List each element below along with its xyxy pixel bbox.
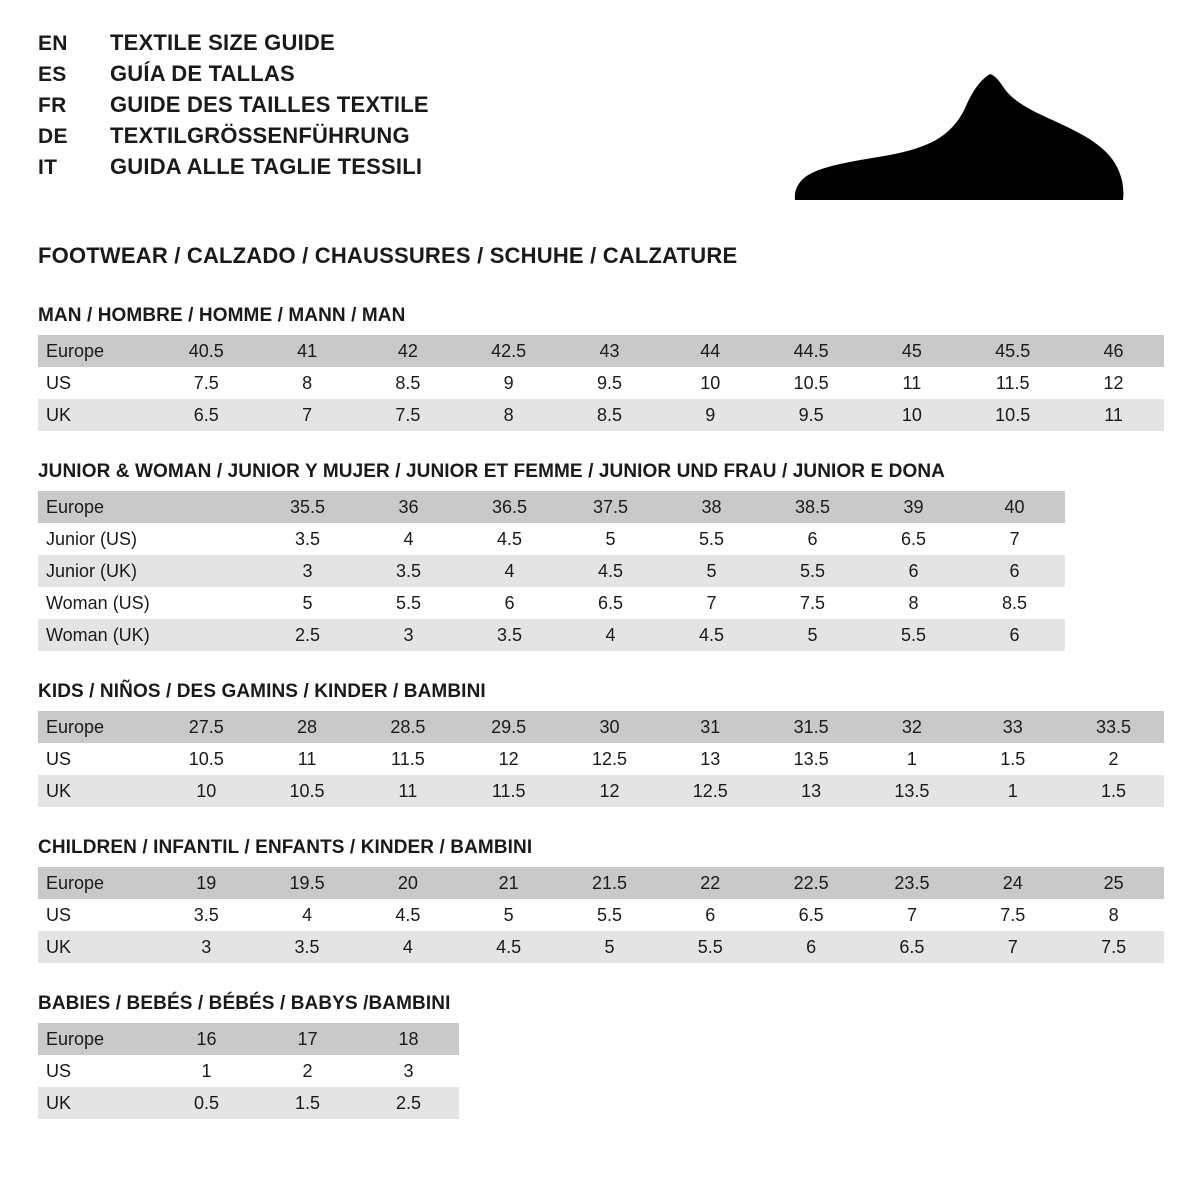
size-cell: 33 — [962, 711, 1063, 743]
size-cell: 19.5 — [257, 867, 358, 899]
size-cell: 10.5 — [257, 775, 358, 807]
footwear-subtitle: FOOTWEAR / CALZADO / CHAUSSURES / SCHUHE / CALZATURE — [38, 243, 738, 268]
row-label: Junior (UK) — [38, 555, 156, 587]
size-cell: 11 — [357, 775, 458, 807]
table-row — [38, 399, 1164, 431]
size-cell: 3.5 — [257, 523, 358, 555]
size-cell: 31 — [660, 711, 761, 743]
size-cell — [156, 555, 257, 587]
size-section — [38, 837, 1164, 963]
size-cell: 13 — [761, 775, 862, 807]
section-title: CHILDREN / INFANTIL / ENFANTS / KINDER / BAMBINI — [38, 837, 533, 858]
size-cell: 3 — [358, 619, 459, 651]
size-table — [38, 335, 1164, 431]
size-cell — [156, 523, 257, 555]
table-row — [38, 931, 1164, 963]
size-cell: 21.5 — [559, 867, 660, 899]
language-row — [38, 92, 429, 118]
size-table — [38, 867, 1164, 963]
size-cell: 46 — [1063, 335, 1164, 367]
row-label: Europe — [38, 335, 156, 367]
size-cell: 10 — [660, 367, 761, 399]
size-cell: 8 — [458, 399, 559, 431]
size-cell: 7 — [661, 587, 762, 619]
size-cell: 2 — [257, 1055, 358, 1087]
size-cell: 4 — [459, 555, 560, 587]
size-cell: 27.5 — [156, 711, 257, 743]
size-cell: 19 — [156, 867, 257, 899]
size-cell: 22.5 — [761, 867, 862, 899]
row-label: US — [38, 743, 156, 775]
table-row — [38, 743, 1164, 775]
size-cell: 7.5 — [156, 367, 257, 399]
section-title: BABIES / BEBÉS / BÉBÉS / BABYS /BAMBINI — [38, 993, 451, 1014]
size-cell: 28 — [257, 711, 358, 743]
row-label: Europe — [38, 1023, 156, 1055]
table-row — [38, 491, 1065, 523]
size-cell: 21 — [458, 867, 559, 899]
size-cell: 6 — [964, 619, 1065, 651]
size-cell: 3 — [156, 931, 257, 963]
size-cell: 9 — [458, 367, 559, 399]
size-cell: 41 — [257, 335, 358, 367]
language-row — [38, 30, 429, 56]
size-cell: 2 — [1063, 743, 1164, 775]
size-cell: 5 — [661, 555, 762, 587]
size-table — [38, 491, 1065, 651]
section-title: JUNIOR & WOMAN / JUNIOR Y MUJER / JUNIOR ET FEMME / JUNIOR UND FRAU / JUNIOR E DONA — [38, 461, 946, 482]
size-cell: 16 — [156, 1023, 257, 1055]
language-row — [38, 154, 429, 180]
row-label: US — [38, 899, 156, 931]
size-cell: 6.5 — [761, 899, 862, 931]
size-cell: 29.5 — [458, 711, 559, 743]
size-cell: 10.5 — [761, 367, 862, 399]
size-cell: 4.5 — [458, 931, 559, 963]
size-cell: 7.5 — [962, 899, 1063, 931]
size-cell: 13.5 — [761, 743, 862, 775]
size-cell: 11.5 — [962, 367, 1063, 399]
size-cell: 6 — [863, 555, 964, 587]
size-cell: 4 — [358, 523, 459, 555]
size-cell: 11 — [862, 367, 963, 399]
size-cell: 0.5 — [156, 1087, 257, 1119]
size-cell: 4 — [357, 931, 458, 963]
row-label: Europe — [38, 491, 156, 523]
size-cell: 1.5 — [257, 1087, 358, 1119]
size-cell: 8.5 — [964, 587, 1065, 619]
dress-shoe-icon — [794, 66, 1124, 211]
size-cell: 1 — [862, 743, 963, 775]
language-title: TEXTILGRÖSSENFÜHRUNG — [110, 123, 410, 148]
size-cell: 12 — [559, 775, 660, 807]
table-row — [38, 523, 1065, 555]
table-row — [38, 619, 1065, 651]
table-row — [38, 555, 1065, 587]
size-cell: 38.5 — [762, 491, 863, 523]
row-label: UK — [38, 931, 156, 963]
size-cell: 44 — [660, 335, 761, 367]
size-cell: 7.5 — [357, 399, 458, 431]
language-code: IT — [38, 156, 58, 179]
size-cell: 3.5 — [257, 931, 358, 963]
size-cell: 7 — [257, 399, 358, 431]
size-cell: 10 — [862, 399, 963, 431]
size-cell: 31.5 — [761, 711, 862, 743]
size-cell: 5.5 — [358, 587, 459, 619]
size-cell: 4.5 — [357, 899, 458, 931]
size-cell: 4.5 — [661, 619, 762, 651]
size-cell: 1 — [156, 1055, 257, 1087]
size-cell: 6 — [761, 931, 862, 963]
size-table — [38, 711, 1164, 807]
row-label: Woman (UK) — [38, 619, 156, 651]
size-cell: 6 — [762, 523, 863, 555]
size-cell: 11.5 — [357, 743, 458, 775]
size-cell: 7 — [962, 931, 1063, 963]
table-row — [38, 775, 1164, 807]
size-cell — [156, 587, 257, 619]
size-section — [38, 461, 1164, 651]
size-section — [38, 993, 1164, 1119]
size-cell: 5.5 — [559, 899, 660, 931]
row-label: Europe — [38, 711, 156, 743]
table-row — [38, 1055, 459, 1087]
size-cell: 2.5 — [358, 1087, 459, 1119]
size-cell: 40.5 — [156, 335, 257, 367]
language-code: EN — [38, 32, 68, 55]
language-row — [38, 123, 429, 149]
size-cell: 28.5 — [357, 711, 458, 743]
table-row — [38, 1023, 459, 1055]
size-cell: 3.5 — [358, 555, 459, 587]
size-cell: 11.5 — [458, 775, 559, 807]
size-cell: 23.5 — [862, 867, 963, 899]
size-cell: 36 — [358, 491, 459, 523]
size-cell: 40 — [964, 491, 1065, 523]
size-cell: 37.5 — [560, 491, 661, 523]
size-cell: 42.5 — [458, 335, 559, 367]
size-cell: 4 — [560, 619, 661, 651]
size-cell: 5 — [762, 619, 863, 651]
size-section — [38, 305, 1164, 431]
section-title: KIDS / NIÑOS / DES GAMINS / KINDER / BAMBINI — [38, 681, 486, 702]
size-cell: 45 — [862, 335, 963, 367]
size-cell: 45.5 — [962, 335, 1063, 367]
size-cell: 10 — [156, 775, 257, 807]
size-cell: 1.5 — [1063, 775, 1164, 807]
table-row — [38, 867, 1164, 899]
size-cell: 6.5 — [863, 523, 964, 555]
size-cell: 25 — [1063, 867, 1164, 899]
size-cell: 5 — [560, 523, 661, 555]
language-code: DE — [38, 125, 68, 148]
size-cell: 5 — [458, 899, 559, 931]
size-cell: 35.5 — [257, 491, 358, 523]
table-row — [38, 1087, 459, 1119]
size-cell: 7 — [862, 899, 963, 931]
size-cell — [156, 619, 257, 651]
size-table — [38, 1023, 459, 1119]
size-cell: 24 — [962, 867, 1063, 899]
size-cell: 9.5 — [761, 399, 862, 431]
size-cell: 12.5 — [660, 775, 761, 807]
language-row — [38, 61, 429, 87]
row-label: Woman (US) — [38, 587, 156, 619]
size-cell — [156, 491, 257, 523]
size-cell: 17 — [257, 1023, 358, 1055]
size-cell: 11 — [257, 743, 358, 775]
size-cell: 44.5 — [761, 335, 862, 367]
size-cell: 8.5 — [559, 399, 660, 431]
size-sections — [38, 305, 1164, 1119]
language-title: GUÍA DE TALLAS — [110, 61, 295, 86]
size-cell: 3.5 — [156, 899, 257, 931]
size-cell: 5 — [257, 587, 358, 619]
size-cell: 6 — [964, 555, 1065, 587]
table-row — [38, 711, 1164, 743]
size-cell: 13.5 — [862, 775, 963, 807]
size-cell: 39 — [863, 491, 964, 523]
size-cell: 6 — [660, 899, 761, 931]
size-cell: 33.5 — [1063, 711, 1164, 743]
size-cell: 8.5 — [357, 367, 458, 399]
size-cell: 8 — [863, 587, 964, 619]
size-cell: 6.5 — [862, 931, 963, 963]
size-cell: 30 — [559, 711, 660, 743]
size-cell: 6 — [459, 587, 560, 619]
size-cell: 7 — [964, 523, 1065, 555]
size-cell: 10.5 — [962, 399, 1063, 431]
table-row — [38, 335, 1164, 367]
language-title: TEXTILE SIZE GUIDE — [110, 30, 335, 55]
size-cell: 7.5 — [1063, 931, 1164, 963]
row-label: UK — [38, 775, 156, 807]
row-label: US — [38, 1055, 156, 1087]
size-cell: 6.5 — [560, 587, 661, 619]
size-cell: 8 — [1063, 899, 1164, 931]
row-label: US — [38, 367, 156, 399]
language-code: ES — [38, 63, 67, 86]
size-cell: 3 — [257, 555, 358, 587]
size-cell: 12.5 — [559, 743, 660, 775]
size-cell: 4 — [257, 899, 358, 931]
size-cell: 12 — [458, 743, 559, 775]
size-cell: 36.5 — [459, 491, 560, 523]
size-cell: 12 — [1063, 367, 1164, 399]
table-row — [38, 899, 1164, 931]
page-header — [38, 30, 1164, 211]
row-label: UK — [38, 399, 156, 431]
language-code: FR — [38, 94, 67, 117]
size-cell: 5.5 — [660, 931, 761, 963]
table-row — [38, 367, 1164, 399]
size-cell: 7.5 — [762, 587, 863, 619]
table-row — [38, 587, 1065, 619]
section-title: MAN / HOMBRE / HOMME / MANN / MAN — [38, 305, 406, 326]
language-title: GUIDA ALLE TAGLIE TESSILI — [110, 154, 423, 179]
size-cell: 13 — [660, 743, 761, 775]
language-title: GUIDE DES TAILLES TEXTILE — [110, 92, 429, 117]
size-cell: 8 — [257, 367, 358, 399]
row-label: Europe — [38, 867, 156, 899]
size-cell: 32 — [862, 711, 963, 743]
size-cell: 2.5 — [257, 619, 358, 651]
size-cell: 4.5 — [560, 555, 661, 587]
size-cell: 18 — [358, 1023, 459, 1055]
size-section — [38, 681, 1164, 807]
size-cell: 22 — [660, 867, 761, 899]
size-cell: 6.5 — [156, 399, 257, 431]
size-cell: 11 — [1063, 399, 1164, 431]
size-cell: 38 — [661, 491, 762, 523]
size-cell: 5.5 — [863, 619, 964, 651]
language-title-list — [38, 30, 429, 185]
size-cell: 43 — [559, 335, 660, 367]
size-cell: 1 — [962, 775, 1063, 807]
size-cell: 1.5 — [962, 743, 1063, 775]
row-label: Junior (US) — [38, 523, 156, 555]
size-cell: 4.5 — [459, 523, 560, 555]
size-cell: 3 — [358, 1055, 459, 1087]
size-cell: 20 — [357, 867, 458, 899]
size-cell: 5.5 — [762, 555, 863, 587]
size-cell: 10.5 — [156, 743, 257, 775]
row-label: UK — [38, 1087, 156, 1119]
size-cell: 5 — [559, 931, 660, 963]
size-cell: 5.5 — [661, 523, 762, 555]
size-cell: 9 — [660, 399, 761, 431]
size-cell: 42 — [357, 335, 458, 367]
size-cell: 9.5 — [559, 367, 660, 399]
size-cell: 3.5 — [459, 619, 560, 651]
